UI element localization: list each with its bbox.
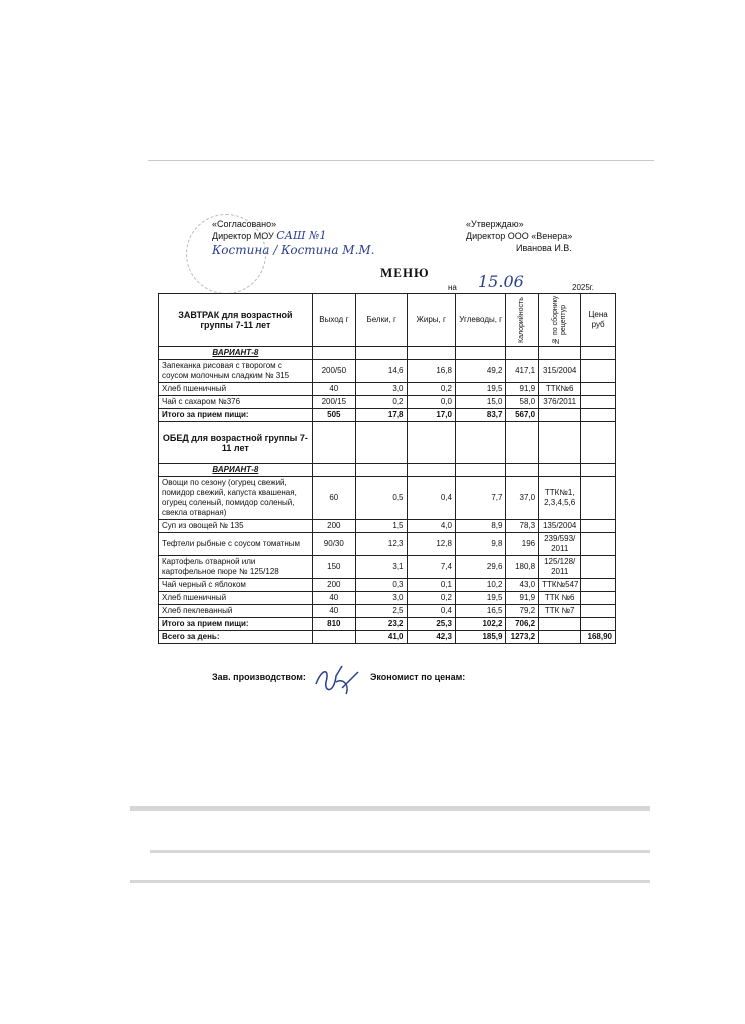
breakfast-item-cal: 417,1 <box>506 360 539 383</box>
breakfast-item-row <box>159 396 616 409</box>
lunch-item-exit: 60 <box>312 477 355 520</box>
breakfast-item-recipe: 315/2004 <box>539 360 581 383</box>
lunch-item-protein: 3,1 <box>355 556 407 579</box>
col-fat: Жиры, г <box>407 294 455 347</box>
breakfast-total-carbs: 83,7 <box>455 409 506 422</box>
lunch-variant-row <box>159 464 616 477</box>
lunch-item-name: Чай черный с яблоком <box>159 579 313 592</box>
day-total-carbs: 185,9 <box>455 631 506 644</box>
col-calories: Калорийность <box>518 297 526 343</box>
lunch-total-carbs: 102,2 <box>455 618 506 631</box>
lunch-item-cal: 196 <box>506 533 539 556</box>
day-total-cal: 1273,2 <box>506 631 539 644</box>
header-row <box>159 294 616 347</box>
breakfast-title: ЗАВТРАК для возрастной группы 7-11 лет <box>159 294 313 347</box>
day-total-price: 168,90 <box>581 631 616 644</box>
lunch-item-fat: 4,0 <box>407 520 455 533</box>
date-prefix: на <box>448 283 457 292</box>
lunch-item-carbs: 16,5 <box>455 605 506 618</box>
col-recipe-cell <box>539 294 581 347</box>
breakfast-item-name: Чай с сахаром №376 <box>159 396 313 409</box>
economist-label: Экономист по ценам: <box>370 672 466 682</box>
lunch-item-fat: 0,4 <box>407 477 455 520</box>
lunch-rows <box>159 477 616 618</box>
day-total-protein: 41,0 <box>355 631 407 644</box>
lunch-item-exit: 40 <box>312 592 355 605</box>
breakfast-item-cal: 58,0 <box>506 396 539 409</box>
lunch-item-row <box>159 592 616 605</box>
breakfast-item-price <box>581 396 616 409</box>
lunch-item-carbs: 8,9 <box>455 520 506 533</box>
faded-text-line <box>130 880 650 883</box>
breakfast-item-carbs: 15,0 <box>455 396 506 409</box>
lunch-item-exit: 200 <box>312 520 355 533</box>
lunch-item-protein: 0,5 <box>355 477 407 520</box>
lunch-item-row <box>159 579 616 592</box>
lunch-item-fat: 7,4 <box>407 556 455 579</box>
breakfast-total-row <box>159 409 616 422</box>
scan-edge-line <box>148 160 654 161</box>
lunch-item-carbs: 9,8 <box>455 533 506 556</box>
col-carbs: Углеводы, г <box>455 294 506 347</box>
lunch-item-cal: 91,9 <box>506 592 539 605</box>
breakfast-item-protein: 0,2 <box>355 396 407 409</box>
lunch-item-protein: 2,5 <box>355 605 407 618</box>
lunch-item-name: Картофель отварной или картофельное пюре № 125/128 <box>159 556 313 579</box>
lunch-item-exit: 150 <box>312 556 355 579</box>
faded-text-line <box>150 850 650 853</box>
lunch-item-name: Хлеб пшеничный <box>159 592 313 605</box>
col-protein: Белки, г <box>355 294 407 347</box>
breakfast-item-protein: 3,0 <box>355 383 407 396</box>
day-total-label: Всего за день: <box>159 631 313 644</box>
approved-hand-name: Костина / Костина М.М. <box>212 243 375 257</box>
lunch-total-label: Итого за прием пищи: <box>159 618 313 631</box>
lunch-item-fat: 0,2 <box>407 592 455 605</box>
lunch-item-price <box>581 592 616 605</box>
breakfast-total-protein: 17,8 <box>355 409 407 422</box>
date-handwritten: 15.06 <box>478 272 524 291</box>
breakfast-variant: ВАРИАНТ-8 <box>159 347 313 360</box>
breakfast-total-label: Итого за прием пищи: <box>159 409 313 422</box>
breakfast-item-row <box>159 360 616 383</box>
lunch-item-carbs: 19,5 <box>455 592 506 605</box>
breakfast-item-fat: 0,0 <box>407 396 455 409</box>
col-exit: Выход г <box>312 294 355 347</box>
lunch-item-fat: 12,8 <box>407 533 455 556</box>
breakfast-item-exit: 200/50 <box>312 360 355 383</box>
breakfast-total-exit: 505 <box>312 409 355 422</box>
confirmed-label: «Утверждаю» <box>466 219 524 229</box>
lunch-total-exit: 810 <box>312 618 355 631</box>
lunch-item-protein: 1,5 <box>355 520 407 533</box>
breakfast-item-recipe: ТТК№6 <box>539 383 581 396</box>
lunch-item-row <box>159 533 616 556</box>
lunch-item-fat: 0,1 <box>407 579 455 592</box>
signature-mark <box>312 664 362 698</box>
breakfast-item-name: Хлеб пшеничный <box>159 383 313 396</box>
breakfast-rows <box>159 360 616 409</box>
lunch-total-fat: 25,3 <box>407 618 455 631</box>
approved-role-line <box>212 230 375 242</box>
lunch-item-recipe: ТТК№1, 2,3,4,5,6 <box>539 477 581 520</box>
lunch-item-name: Хлеб пеклеванный <box>159 605 313 618</box>
lunch-item-recipe: 135/2004 <box>539 520 581 533</box>
confirmation-block <box>466 218 572 254</box>
date-year: 2025г. <box>572 283 594 292</box>
breakfast-item-fat: 16,8 <box>407 360 455 383</box>
lunch-item-name: Овощи по сезону (огурец свежий, помидор свежий, капуста квашеная, огурец соленый, помидор соленый, свекла отварная) <box>159 477 313 520</box>
approved-hand-school: САШ №1 <box>276 229 327 242</box>
lunch-item-recipe: 125/128/ 2011 <box>539 556 581 579</box>
lunch-item-price <box>581 605 616 618</box>
lunch-item-fat: 0,4 <box>407 605 455 618</box>
day-total-row <box>159 631 616 644</box>
lunch-item-row <box>159 556 616 579</box>
lunch-item-protein: 12,3 <box>355 533 407 556</box>
lunch-total-cal: 706,2 <box>506 618 539 631</box>
lunch-item-exit: 90/30 <box>312 533 355 556</box>
lunch-item-protein: 3,0 <box>355 592 407 605</box>
breakfast-item-fat: 0,2 <box>407 383 455 396</box>
confirmed-role: Директор ООО «Венера» <box>466 231 573 241</box>
breakfast-item-row <box>159 383 616 396</box>
breakfast-item-price <box>581 383 616 396</box>
col-recipe: № по сборнику рецептур <box>551 295 567 345</box>
breakfast-total-cal: 567,0 <box>506 409 539 422</box>
lunch-item-carbs: 7,7 <box>455 477 506 520</box>
breakfast-item-exit: 40 <box>312 383 355 396</box>
lunch-item-price <box>581 533 616 556</box>
lunch-item-price <box>581 556 616 579</box>
lunch-item-recipe: ТТК №6 <box>539 592 581 605</box>
lunch-item-name: Тефтели рыбные с соусом томатным <box>159 533 313 556</box>
col-calories-cell <box>506 294 539 347</box>
lunch-item-carbs: 10,2 <box>455 579 506 592</box>
lunch-item-price <box>581 579 616 592</box>
lunch-variant: ВАРИАНТ-8 <box>159 464 313 477</box>
lunch-item-row <box>159 520 616 533</box>
lunch-item-name: Суп из овощей № 135 <box>159 520 313 533</box>
breakfast-item-carbs: 19,5 <box>455 383 506 396</box>
breakfast-item-exit: 200/15 <box>312 396 355 409</box>
lunch-item-cal: 37,0 <box>506 477 539 520</box>
lunch-item-recipe: 239/593/ 2011 <box>539 533 581 556</box>
confirmed-name-line <box>466 242 572 254</box>
lunch-item-price <box>581 520 616 533</box>
confirmed-name: Иванова И.В. <box>516 243 572 253</box>
lunch-item-price <box>581 477 616 520</box>
page-title: МЕНЮ <box>380 265 430 280</box>
breakfast-total-fat: 17,0 <box>407 409 455 422</box>
production-head-label: Зав. производством: <box>212 672 306 682</box>
breakfast-item-cal: 91,9 <box>506 383 539 396</box>
breakfast-item-carbs: 49,2 <box>455 360 506 383</box>
breakfast-item-protein: 14,6 <box>355 360 407 383</box>
lunch-item-carbs: 29,6 <box>455 556 506 579</box>
faded-text-line <box>130 806 650 811</box>
lunch-item-exit: 40 <box>312 605 355 618</box>
lunch-item-recipe: ТТК№547 <box>539 579 581 592</box>
lunch-total-protein: 23,2 <box>355 618 407 631</box>
lunch-item-cal: 79,2 <box>506 605 539 618</box>
menu-table <box>158 293 616 644</box>
lunch-item-cal: 180,8 <box>506 556 539 579</box>
lunch-total-row <box>159 618 616 631</box>
lunch-title-row <box>159 422 616 464</box>
day-total-fat: 42,3 <box>407 631 455 644</box>
lunch-item-protein: 0,3 <box>355 579 407 592</box>
lunch-item-row <box>159 477 616 520</box>
lunch-item-cal: 43,0 <box>506 579 539 592</box>
breakfast-item-recipe: 376/2011 <box>539 396 581 409</box>
lunch-item-row <box>159 605 616 618</box>
lunch-item-recipe: ТТК №7 <box>539 605 581 618</box>
approved-label: «Согласовано» <box>212 219 277 229</box>
breakfast-item-name: Запеканка рисовая с творогом с соусом молочным сладким № 315 <box>159 360 313 383</box>
breakfast-item-price <box>581 360 616 383</box>
lunch-title: ОБЕД для возрастной группы 7-11 лет <box>159 422 313 464</box>
col-price: Цена руб <box>581 294 616 347</box>
breakfast-variant-row <box>159 347 616 360</box>
approval-block <box>212 218 375 256</box>
approved-role: Директор МОУ <box>212 231 274 241</box>
lunch-item-exit: 200 <box>312 579 355 592</box>
lunch-item-cal: 78,3 <box>506 520 539 533</box>
